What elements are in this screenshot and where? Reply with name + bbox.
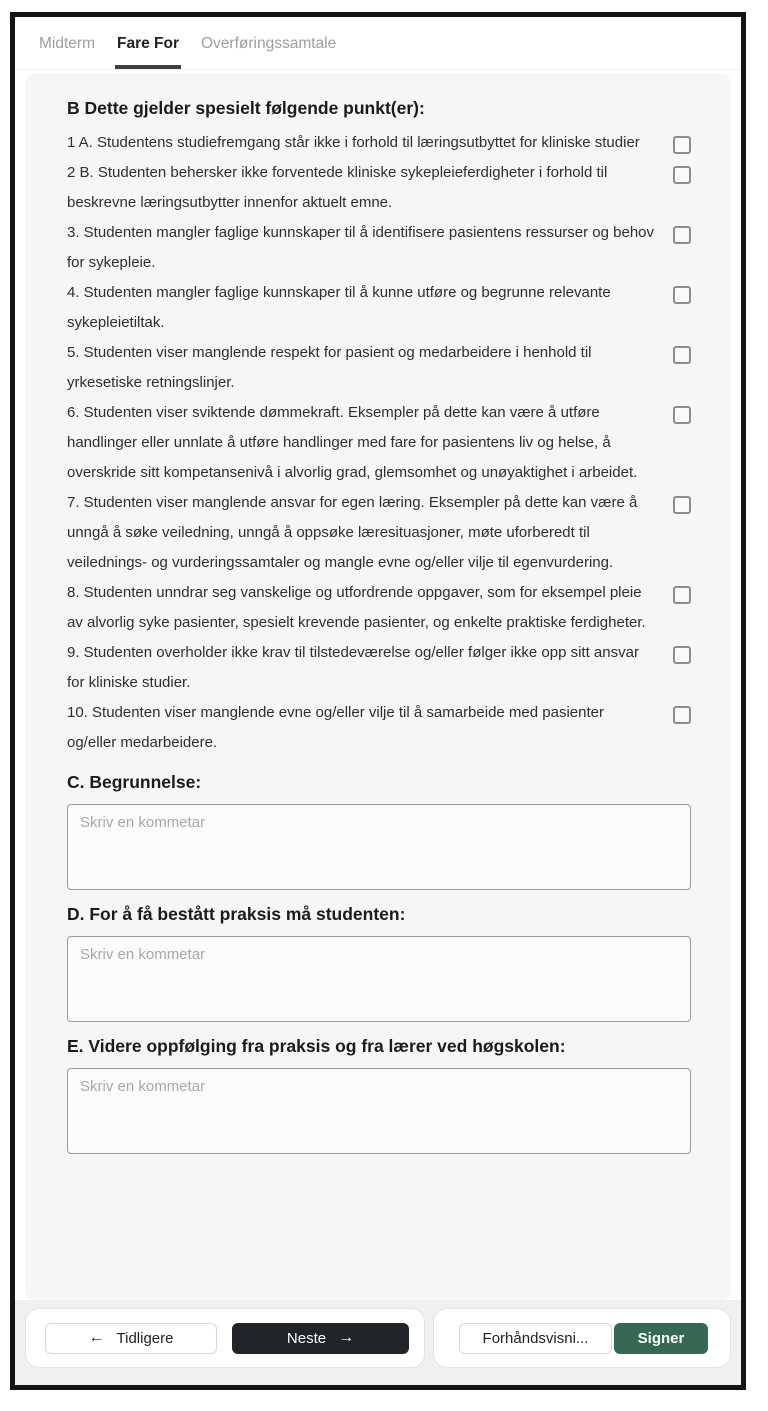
criterion-checkbox-1[interactable] xyxy=(673,136,691,154)
criterion-checkbox-6[interactable] xyxy=(673,406,691,424)
next-button-label: Neste xyxy=(286,1329,327,1347)
previous-button[interactable] xyxy=(45,1323,217,1354)
previous-button-label: Tidligere xyxy=(116,1329,174,1347)
criterion-item-10 xyxy=(67,698,691,758)
criterion-checkbox-5[interactable] xyxy=(673,346,691,364)
criterion-text: 8. Studenten unndrar seg vanskelige og utfordrende oppgaver, som for eksempel pleie av alvorlig syke pasienter, spesielt krevende pasienter, og enkelte praktiske ferdigheter. xyxy=(67,584,646,631)
criterion-item-9 xyxy=(67,638,691,698)
criterion-checkbox-8[interactable] xyxy=(673,586,691,604)
form-window xyxy=(10,12,746,1390)
criterion-item-6 xyxy=(67,398,691,488)
criterion-item-3 xyxy=(67,218,691,278)
criterion-text: 1 A. Studentens studiefremgang står ikke i forhold til læringsutbyttet for kliniske studier xyxy=(67,134,640,151)
preview-button-label: Forhåndsvisni... xyxy=(482,1329,589,1347)
criterion-item-5 xyxy=(67,338,691,398)
form-panel xyxy=(25,74,731,1300)
navigation-card xyxy=(25,1308,425,1368)
tab-overforingssamtale[interactable]: Overføringssamtale xyxy=(201,35,337,52)
tab-fare-for[interactable]: Fare For xyxy=(115,30,181,69)
criterion-checkbox-7[interactable] xyxy=(673,496,691,514)
arrow-right-icon: → xyxy=(338,1329,355,1346)
criterion-checkbox-4[interactable] xyxy=(673,286,691,304)
footer-action-bar xyxy=(15,1300,741,1385)
criterion-text: 3. Studenten mangler faglige kunnskaper til å identifisere pasientens ressurser og behov for sykepleie. xyxy=(67,224,655,271)
criterion-item-7 xyxy=(67,488,691,578)
tab-midterm[interactable]: Midterm xyxy=(39,35,95,52)
submit-card xyxy=(433,1308,731,1368)
criterion-checkbox-10[interactable] xyxy=(673,706,691,724)
criterion-checkbox-2[interactable] xyxy=(673,166,691,184)
tab-bar xyxy=(15,17,741,70)
section-d-heading: D. For å få bestått praksis må studenten: xyxy=(67,904,406,924)
videre-oppfolging-comment-input[interactable] xyxy=(67,1068,691,1154)
criterion-text: 7. Studenten viser manglende ansvar for egen læring. Eksempler på dette kan være å unngå å søke veiledning, unngå å oppsøke læresituasjoner, møte uforberedt til veilednings- og vurderingssamtaler og mangle evne og/eller vilje til egenvurdering. xyxy=(67,494,638,571)
criterion-text: 9. Studenten overholder ikke krav til tilstedeværelse og/eller følger ikke opp sitt ansvar for kliniske studier. xyxy=(67,644,639,691)
begrunnelse-comment-input[interactable] xyxy=(67,804,691,890)
criterion-text: 6. Studenten viser sviktende dømmekraft. Eksempler på dette kan være å utføre handlinger eller unnlate å utføre handlinger med fare for pasientens liv og helse, å overskride sitt kompetansenivå i alvorlig grad, glemsomhet og unøyaktighet i arbeidet. xyxy=(67,404,638,481)
section-c-heading: C. Begrunnelse: xyxy=(67,772,202,792)
criterion-text: 5. Studenten viser manglende respekt for pasient og medarbeidere i henhold til yrkesetiske retningslinjer. xyxy=(67,344,592,391)
section-e-heading: E. Videre oppfølging fra praksis og fra lærer ved høgskolen: xyxy=(67,1036,566,1056)
arrow-left-icon: ← xyxy=(88,1329,105,1346)
criterion-item-2 xyxy=(67,158,691,218)
criterion-text: 4. Studenten mangler faglige kunnskaper til å kunne utføre og begrunne relevante sykepleietiltak. xyxy=(67,284,611,331)
criterion-item-1 xyxy=(67,128,691,158)
sign-button[interactable] xyxy=(614,1323,708,1354)
bestatt-praksis-comment-input[interactable] xyxy=(67,936,691,1022)
section-b-heading: B Dette gjelder spesielt følgende punkt(er): xyxy=(67,98,425,118)
preview-button[interactable] xyxy=(459,1323,612,1354)
criterion-text: 10. Studenten viser manglende evne og/eller vilje til å samarbeide med pasienter og/eller medarbeidere. xyxy=(67,704,604,751)
criterion-checkbox-9[interactable] xyxy=(673,646,691,664)
criterion-item-8 xyxy=(67,578,691,638)
criterion-item-4 xyxy=(67,278,691,338)
sign-button-label: Signer xyxy=(637,1329,685,1347)
criterion-text: 2 B. Studenten behersker ikke forventede kliniske sykepleieferdigheter i forhold til beskrevne læringsutbytter innenfor aktuelt emne. xyxy=(67,164,608,211)
criterion-checkbox-3[interactable] xyxy=(673,226,691,244)
next-button[interactable] xyxy=(232,1323,409,1354)
